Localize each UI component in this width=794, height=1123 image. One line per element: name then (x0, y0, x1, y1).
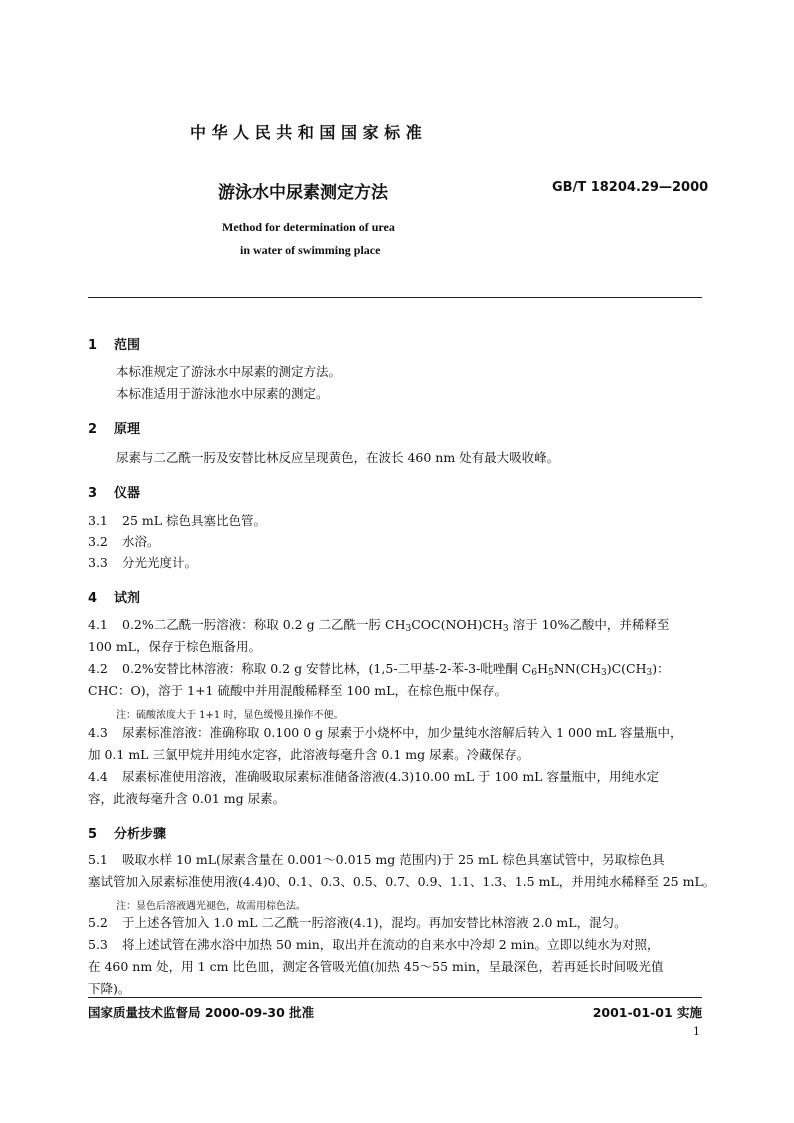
item-number: 4.3 (88, 725, 108, 740)
subscript: 3 (502, 624, 509, 634)
item-4-3-line2: 加 0.1 mL 三氯甲烷并用纯水定容，此溶液每毫升含 0.1 mg 尿素。冷藏保存。 (88, 747, 530, 762)
item-5-1-line2: 塞试管加入尿素标准使用液(4.4)0、0.1、0.3、0.5、0.7、0.9、1.1、1.3、1.5 mL，并用纯水稀释至 25 mL。 (88, 874, 716, 889)
item-text: 溶于 10%乙酸中，并稀释至 (508, 617, 670, 632)
item-number: 3.2 (88, 534, 108, 549)
subscript: 3 (405, 624, 412, 634)
section-title: 分析步骤 (114, 827, 167, 842)
item-number: 5.1 (88, 852, 108, 867)
subscript: 3 (646, 668, 653, 678)
section-number: 2 (88, 422, 98, 437)
item-number: 3.1 (88, 513, 108, 528)
item-5-1-line1 (88, 849, 665, 871)
item-5-2-line1 (88, 912, 627, 934)
note-4-2: 注：硫酸浓度大于 1+1 时，显色缓慢且操作不便。 (116, 710, 344, 721)
section-2-heading (88, 418, 140, 437)
item-4-4-line1 (88, 766, 659, 788)
item-number: 3.3 (88, 555, 108, 570)
item-text: COC(NOH)CH (411, 617, 503, 632)
header-divider (88, 297, 702, 298)
item-text: H (537, 661, 549, 676)
section-number: 3 (88, 486, 98, 501)
section-2-paragraph-1: 尿素与二乙酰一肟及安替比林反应呈现黄色，在波长 460 nm 处有最大吸收峰。 (116, 450, 560, 465)
item-text: NN(CH (553, 661, 601, 676)
item-5-3-line1 (88, 934, 660, 956)
item-text: 0.2%二乙酰一肟溶液：称取 0.2 g 二乙酰一肟 CH (122, 617, 406, 632)
section-5-heading (88, 823, 166, 842)
section-1-paragraph-1: 本标准规定了游泳水中尿素的测定方法。 (116, 364, 342, 379)
implementation-date: 2001-01-01 实施 (592, 1005, 702, 1020)
item-text: 将上述试管在沸水浴中加热 50 min，取出并在流动的自来水中冷却 2 min。立即以纯水为对照， (122, 937, 660, 952)
item-text: 25 mL 棕色具塞比色管。 (122, 513, 267, 528)
item-number: 5.3 (88, 937, 108, 952)
item-text: 尿素标准溶液：准确称取 0.100 0 g 尿素于小烧杯中，加少量纯水溶解后转入 1 000 mL 容量瓶中， (122, 725, 683, 740)
item-text: 分光光度计。 (122, 555, 198, 570)
section-title: 试剂 (114, 591, 141, 606)
section-4-heading (88, 587, 140, 606)
item-text: )C(CH (606, 661, 647, 676)
item-4-1-line2: 100 mL，保存于棕色瓶备用。 (88, 639, 261, 654)
item-5-3-line3: 下降)。 (88, 981, 131, 996)
page-number: 1 (693, 1025, 700, 1038)
document-title-en-line2: in water of swimming place (240, 243, 381, 257)
footer-divider (88, 997, 702, 998)
note-5-1: 注：显色后溶液遇光褪色，故需用棕色法。 (116, 901, 306, 912)
item-3-1 (88, 510, 266, 532)
section-3-heading (88, 482, 140, 501)
item-4-3-line1 (88, 722, 683, 744)
section-title: 范围 (114, 338, 141, 353)
section-number: 1 (88, 338, 98, 353)
item-number: 4.2 (88, 661, 108, 676)
national-standard-heading: 中 华 人 民 共 和 国 国 家 标 准 (190, 123, 422, 142)
item-number: 4.4 (88, 769, 108, 784)
item-number: 4.1 (88, 617, 108, 632)
item-text: 于上述各管加入 1.0 mL 二乙酰一肟溶液(4.1)，混均。再加安替比林溶液 2.0 mL，混匀。 (122, 915, 627, 930)
section-number: 4 (88, 591, 98, 606)
item-text: 水浴。 (122, 534, 160, 549)
item-3-2 (88, 531, 160, 553)
standard-code: GB/T 18204.29—2000 (552, 180, 709, 195)
document-title-cn: 游泳水中尿素测定方法 (218, 183, 388, 203)
section-title: 仪器 (114, 486, 141, 501)
item-text: 0.2%安替比林溶液：称取 0.2 g 安替比林，(1,5-二甲基-2-苯-3-吡唑酮 C (122, 661, 532, 676)
item-text: 尿素标准使用溶液，准确吸取尿素标准储备溶液(4.3)10.00 mL 于 100 mL 容量瓶中，用纯水定 (122, 769, 659, 784)
item-4-2-line2: CHC：O)，溶于 1+1 硫酸中并用混酸稀释至 100 mL，在棕色瓶中保存。 (88, 683, 507, 698)
item-text: )： (652, 661, 670, 676)
subscript: 3 (600, 668, 607, 678)
section-title: 原理 (114, 422, 141, 437)
subscript: 5 (548, 668, 554, 678)
subscript: 6 (531, 668, 538, 678)
item-3-3 (88, 552, 197, 574)
item-5-3-line2: 在 460 nm 处，用 1 cm 比色皿，测定各管吸光值(加热 45～55 min，呈最深色，若再延长时间吸光值 (88, 959, 664, 974)
section-1-paragraph-2: 本标准适用于游泳池水中尿素的测定。 (116, 386, 329, 401)
document-title-en-line1: Method for determination of urea (222, 220, 395, 234)
item-text: 吸取水样 10 mL(尿素含量在 0.001～0.015 mg 范围内)于 25 mL 棕色具塞试管中，另取棕色具 (122, 852, 665, 867)
approval-text: 国家质量技术监督局 2000-09-30 批准 (88, 1005, 315, 1020)
item-4-4-line2: 容，此液每毫升含 0.01 mg 尿素。 (88, 791, 286, 806)
item-number: 5.2 (88, 915, 108, 930)
section-number: 5 (88, 827, 98, 842)
section-1-heading (88, 334, 140, 353)
